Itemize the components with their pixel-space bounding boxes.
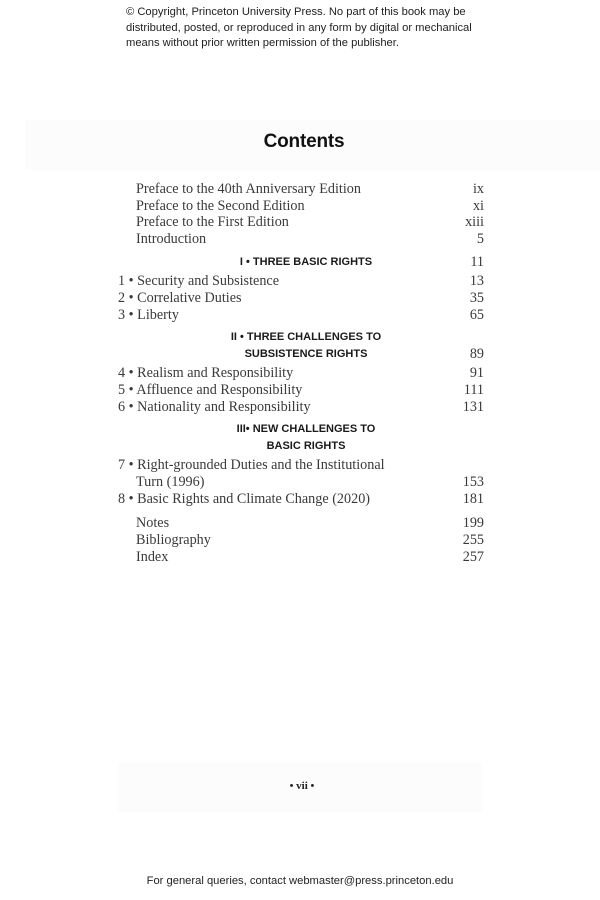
toc-entry-label: 4 • Realism and Responsibility [118,365,294,382]
copyright-line: distributed, posted, or reproduced in any form by digital or mechanical [126,21,472,34]
toc-entry-introduction[interactable] [118,231,484,248]
table-of-contents [118,181,484,566]
toc-entry-page: 13 [469,273,484,290]
toc-entry-chapter-6[interactable] [118,399,484,416]
toc-entry-page: xiii [465,214,484,231]
part-title-line: I • THREE BASIC RIGHTS [239,255,373,268]
toc-entry-chapter-2[interactable] [118,290,484,307]
toc-entry-preface-40th[interactable] [118,181,484,198]
toc-entry-label: Preface to the Second Edition [136,197,305,214]
toc-entry-bibliography[interactable] [118,532,484,549]
toc-entry-chapter-7-continuation[interactable] [118,474,484,491]
part-heading-1[interactable] [118,254,484,271]
part-title-line: II • THREE CHALLENGES TO [230,331,382,344]
toc-entry-label: Index [136,548,169,565]
page-title: Contents [263,131,345,152]
copyright-notice [126,5,486,52]
toc-entry-index[interactable] [118,549,484,566]
toc-entry-chapter-5[interactable] [118,382,484,399]
toc-entry-chapter-7[interactable] [118,457,484,474]
toc-entry-page: 255 [462,532,484,549]
toc-entry-label: Preface to the 40th Anniversary Edition [136,181,361,197]
part-page: 11 [470,253,484,270]
toc-entry-label: 3 • Liberty [118,306,179,323]
footer-contact: For general queries, contact webmaster@press.princeton.edu [146,875,454,887]
part-heading-2[interactable] [118,329,484,362]
part-title-line: III• NEW CHALLENGES TO [236,423,376,436]
part-page: 89 [469,345,484,362]
toc-entry-page: 257 [462,548,484,565]
toc-entry-page: 153 [462,474,484,491]
part-heading-3[interactable] [118,421,484,454]
copyright-line: means without prior written permission of the publisher. [126,37,399,49]
toc-entry-label: 6 • Nationality and Responsibility [118,398,311,415]
toc-entry-chapter-3[interactable] [118,307,484,324]
part-title [118,254,454,271]
part-title-line: BASIC RIGHTS [266,439,346,452]
toc-entry-label: Introduction [136,231,207,248]
toc-entry-page: xi [472,197,484,214]
toc-entry-label: Notes [136,515,170,532]
toc-entry-label: 1 • Security and Subsistence [118,273,280,290]
toc-entry-preface-first[interactable] [118,214,484,231]
toc-entry-preface-second[interactable] [118,198,484,215]
toc-entry-page: 131 [462,398,484,415]
copyright-line: © Copyright, Princeton University Press. No part of this book may be [126,6,466,18]
toc-entry-page: ix [472,181,484,197]
part-title [118,421,454,454]
toc-entry-page: 5 [476,231,484,248]
toc-entry-page: 181 [462,490,484,507]
toc-entry-page: 199 [462,515,484,532]
part-title [118,329,454,362]
toc-entry-chapter-4[interactable] [118,365,484,382]
toc-entry-label: Bibliography [136,532,211,549]
toc-entry-page: 65 [469,306,484,323]
toc-entry-label: 8 • Basic Rights and Climate Change (2020) [118,490,371,507]
toc-entry-chapter-8[interactable] [118,491,484,508]
part-title-line: SUBSISTENCE RIGHTS [244,347,368,360]
toc-entry-label: Preface to the First Edition [136,214,289,231]
toc-entry-label: 7 • Right-grounded Duties and the Institutional [118,457,385,474]
toc-entry-page: 35 [469,289,484,306]
toc-entry-page: 111 [463,382,484,398]
page-number: • vii • [289,780,315,792]
toc-entry-label: Turn (1996) [136,474,205,491]
toc-entry-label: 2 • Correlative Duties [118,289,242,306]
toc-entry-chapter-1[interactable] [118,273,484,290]
toc-entry-page: 91 [469,365,484,382]
toc-entry-notes[interactable] [118,515,484,532]
toc-entry-label: 5 • Affluence and Responsibility [118,382,303,398]
